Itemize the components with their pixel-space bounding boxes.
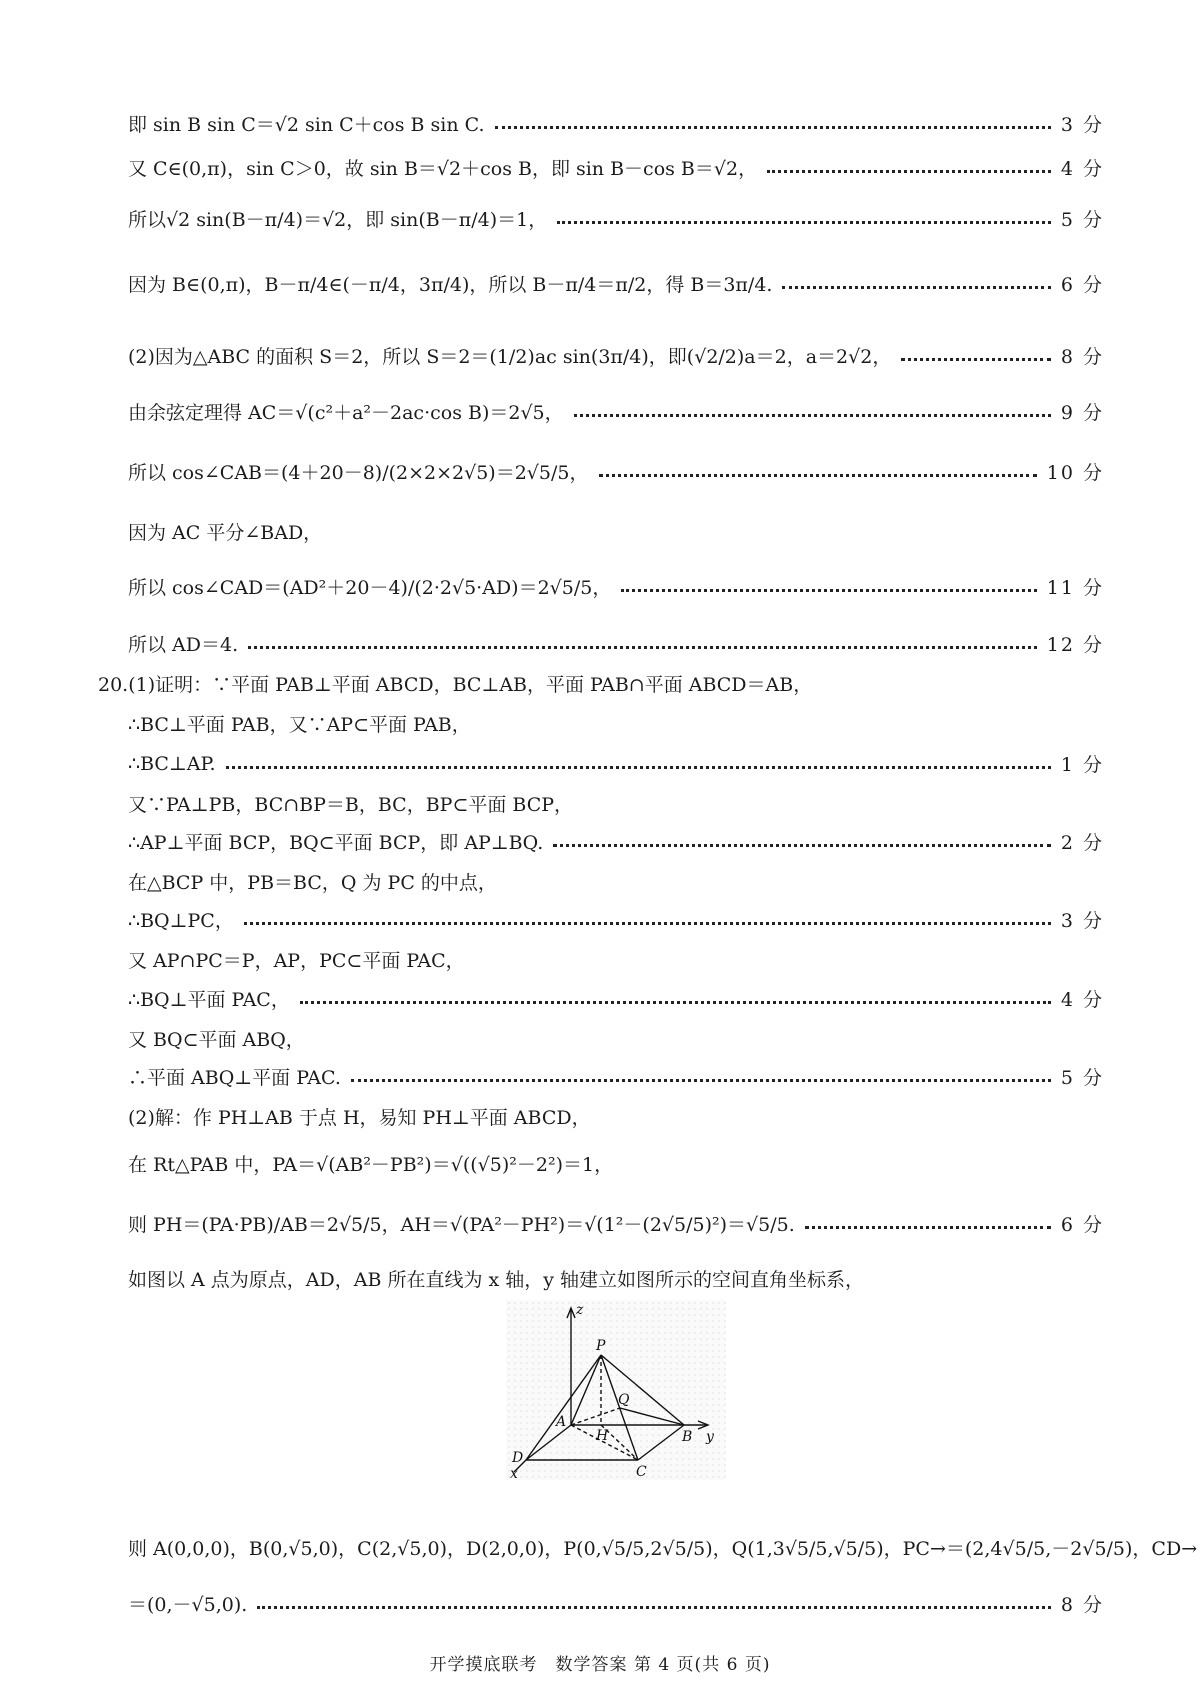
score: 10 分: [1046, 462, 1104, 484]
solution-line-13: [128, 750, 1104, 777]
line-text: 又 C∈(0,π)，sin C＞0，故 sin B＝√2＋cos B，即 sin B－cos B＝√2，: [128, 158, 758, 180]
solution-line-15: [128, 828, 1104, 855]
solution-line-18: [128, 946, 1104, 973]
leader-dots: [805, 1226, 1051, 1229]
solution-line-21: [128, 1063, 1104, 1090]
line-text: ∴BQ⊥平面 PAC，: [128, 989, 290, 1011]
solution-line-10: [128, 630, 1104, 657]
solution-line-26: [128, 1534, 1198, 1561]
line-text: 因为 B∈(0,π)，B－π/4∈(－π/4，3π/4)，所以 B－π/4＝π/2，得 B＝3π/4.: [128, 274, 773, 296]
solution-line-5: [128, 342, 1104, 369]
label-A: A: [556, 1414, 567, 1430]
line-text: 又 AP∩PC＝P，AP，PC⊂平面 PAC，: [128, 950, 465, 972]
label-y: y: [706, 1429, 714, 1445]
solution-line-20: [128, 1025, 1104, 1052]
leader-dots: [767, 170, 1051, 173]
edge-PD: [526, 1355, 601, 1460]
score: 8 分: [1060, 1594, 1104, 1616]
score: 1 分: [1060, 754, 1104, 776]
leader-dots: [351, 1079, 1051, 1082]
leader-dots: [901, 358, 1051, 361]
line-text: ∴BC⊥平面 PAB，又∵AP⊂平面 PAB，: [128, 714, 471, 736]
leader-dots: [557, 221, 1051, 224]
line-text: 又∵PA⊥PB，BC∩BP＝B，BC，BP⊂平面 BCP，: [128, 794, 574, 816]
edge-CB: [638, 1425, 684, 1460]
score: 5 分: [1060, 1067, 1104, 1089]
leader-dots: [495, 126, 1051, 129]
solution-line-14: [128, 790, 1104, 817]
leader-dots: [621, 589, 1036, 592]
line-text: 又 BQ⊂平面 ABQ，: [128, 1029, 305, 1051]
leader-dots: [244, 922, 1051, 925]
line-text: 所以 AD＝4.: [128, 634, 239, 656]
score: 3 分: [1060, 910, 1104, 932]
score: 8 分: [1060, 346, 1104, 368]
score: 6 分: [1060, 274, 1104, 296]
solution-line-1: [128, 110, 1104, 137]
line-text: (2)解：作 PH⊥AB 于点 H，易知 PH⊥平面 ABCD，: [128, 1107, 591, 1129]
page-footer: 开学摸底联考 数学答案 第 4 页(共 6 页): [429, 1655, 771, 1675]
line-text: 所以 cos∠CAB＝(4＋20－8)/(2×2×2√5)＝2√5/5，: [128, 462, 589, 484]
solution-line-25: [128, 1265, 1104, 1292]
solution-line-4: [128, 270, 1104, 297]
label-z: z: [576, 1302, 584, 1318]
solution-line-2: [128, 154, 1104, 181]
solution-line-3: [128, 205, 1104, 232]
x-axis: [526, 1425, 571, 1460]
line-text: 则 A(0,0,0)，B(0,√5,0)，C(2,√5,0)，D(2,0,0)，P(0,√5/5,2√5/5)，Q(1,3√5/5,√5/5)，PC→＝(2,4√5/5,－2√5/5)，CD→: [128, 1538, 1198, 1560]
solution-line-9: [128, 573, 1104, 600]
label-D: D: [512, 1450, 524, 1466]
line-text: ∴BC⊥AP.: [128, 752, 216, 775]
solution-line-17: [128, 906, 1104, 933]
leader-dots: [248, 646, 1037, 649]
label-H: H: [596, 1428, 609, 1444]
label-Q: Q: [618, 1392, 630, 1408]
pyramid-diagram: [506, 1300, 726, 1480]
score: 4 分: [1060, 989, 1104, 1011]
score: 3 分: [1060, 114, 1104, 136]
score: 9 分: [1060, 402, 1104, 424]
solution-line-11: [98, 670, 1104, 697]
line-text: 所以 cos∠CAD＝(AD²＋20－4)/(2·2√5·AD)＝2√5/5，: [128, 577, 612, 599]
line-text: 因为 AC 平分∠BAD，: [128, 522, 323, 544]
label-C: C: [636, 1464, 647, 1480]
score: 5 分: [1060, 209, 1104, 231]
score: 6 分: [1060, 1214, 1104, 1236]
score: 12 分: [1046, 634, 1104, 656]
solution-line-22: [128, 1103, 1104, 1130]
score: 2 分: [1060, 832, 1104, 854]
leader-dots: [782, 286, 1050, 289]
pyramid-coordinate-figure: [506, 1300, 726, 1480]
leader-dots: [257, 1606, 1051, 1609]
solution-line-7: [128, 458, 1104, 485]
leader-dots: [226, 766, 1051, 769]
line-text: 如图以 A 点为原点，AD，AB 所在直线为 x 轴，y 轴建立如图所示的空间直角坐标系，: [128, 1269, 865, 1291]
label-x: x: [510, 1466, 518, 1480]
line-text: 在△BCP 中，PB＝BC，Q 为 PC 的中点，: [128, 872, 497, 894]
leader-dots: [553, 844, 1051, 847]
line-text: 则 PH＝(PA·PB)/AB＝2√5/5，AH＝√(PA²－PH²)＝√(1²－(2√5/5)²)＝√5/5.: [128, 1214, 795, 1236]
solution-line-19: [128, 985, 1104, 1012]
line-text: 由余弦定理得 AC＝√(c²＋a²－2ac·cos B)＝2√5，: [128, 402, 564, 424]
leader-dots: [599, 474, 1037, 477]
line-text: 所以√2 sin(B－π/4)＝√2，即 sin(B－π/4)＝1，: [128, 209, 548, 231]
leader-dots: [300, 1001, 1051, 1004]
solution-line-24: [128, 1210, 1104, 1237]
score: 4 分: [1060, 158, 1104, 180]
line-text: ∴AP⊥平面 BCP，BQ⊂平面 BCP，即 AP⊥BQ.: [128, 832, 544, 854]
solution-line-12: [128, 710, 1104, 737]
leader-dots: [574, 414, 1051, 417]
line-text: 在 Rt△PAB 中，PA＝√(AB²－PB²)＝√((√5)²－2²)＝1，: [128, 1154, 614, 1176]
solution-line-27: [128, 1590, 1104, 1617]
label-P: P: [596, 1338, 606, 1354]
solution-line-23: [128, 1150, 1104, 1177]
line-text: 20.(1)证明：∵平面 PAB⊥平面 ABCD，BC⊥AB，平面 PAB∩平面 ABCD＝AB，: [98, 674, 813, 696]
score: 11 分: [1046, 577, 1104, 599]
line-text: ∴BQ⊥PC，: [128, 910, 234, 932]
line-text: ∴平面 ABQ⊥平面 PAC.: [128, 1067, 341, 1089]
solution-line-16: [128, 868, 1104, 895]
line-text: 即 sin B sin C＝√2 sin C＋cos B sin C.: [128, 114, 485, 136]
segment-AQ: [571, 1408, 620, 1425]
label-B: B: [682, 1429, 693, 1445]
line-text: ＝(0,－√5,0).: [128, 1594, 248, 1616]
solution-line-6: [128, 398, 1104, 425]
solution-line-8: [128, 518, 1104, 545]
line-text: (2)因为△ABC 的面积 S＝2，所以 S＝2＝(1/2)ac sin(3π/4)，即(√2/2)a＝2，a＝2√2，: [128, 346, 892, 368]
